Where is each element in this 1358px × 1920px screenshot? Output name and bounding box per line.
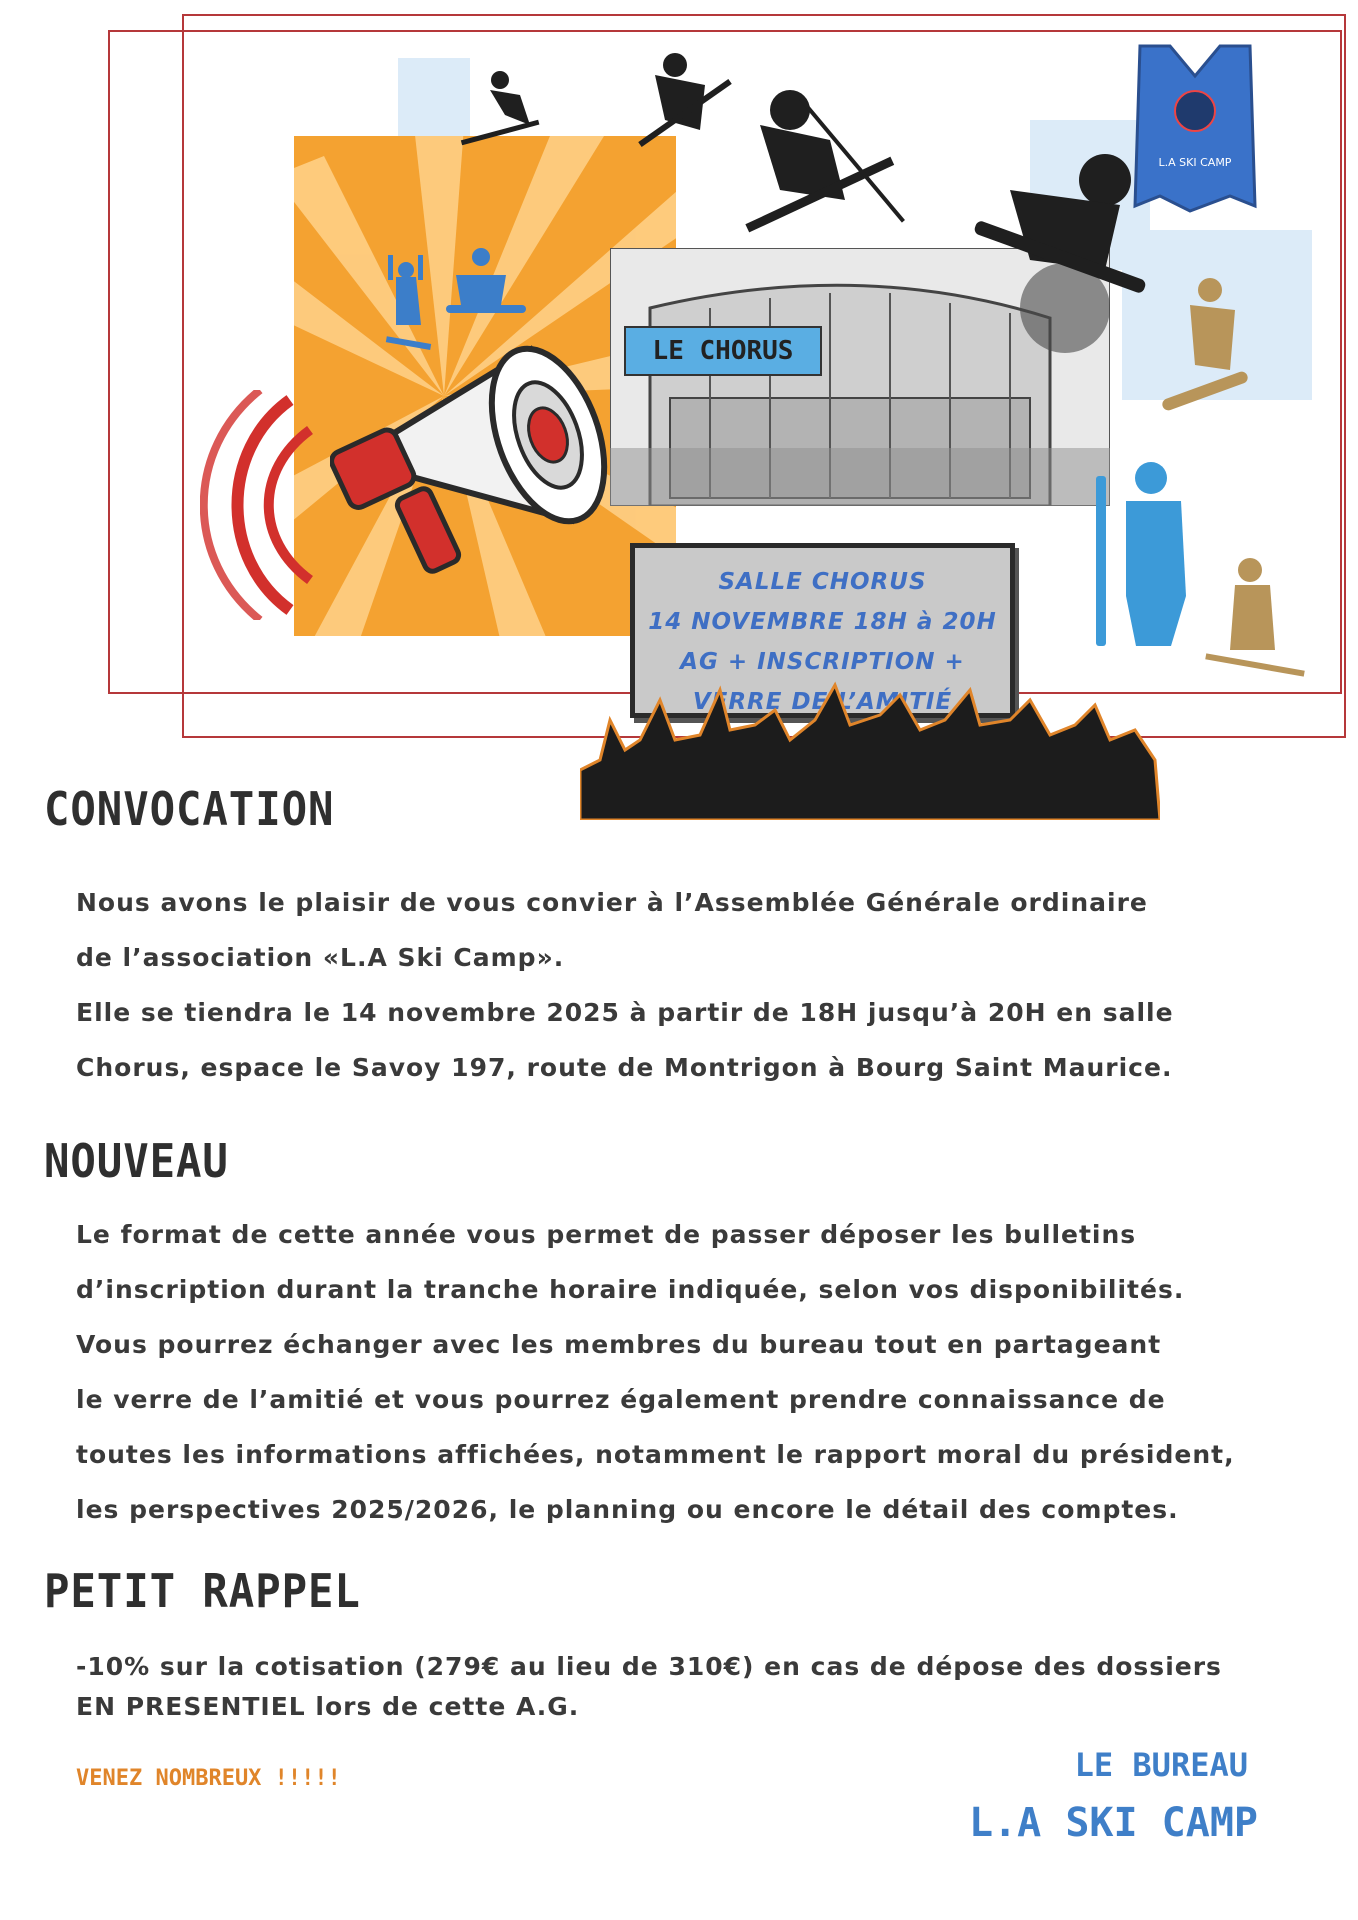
snowboarder-silhouettes-icon (376, 245, 536, 365)
nouveau-title: NOUVEAU (44, 1134, 229, 1188)
paragraph-line: Nous avons le plaisir de vous convier à l’Assemblée Générale ordinaire (76, 888, 1148, 917)
paragraph-line: EN PRESENTIEL lors de cette A.G. (76, 1692, 580, 1721)
signature-line1: LE BUREAU (1074, 1746, 1248, 1784)
convocation-title: CONVOCATION (44, 782, 335, 836)
paragraph-line: d’inscription durant la tranche horaire indiquée, selon vos disponibilités. (76, 1275, 1185, 1304)
paragraph-line: le verre de l’amitié et vous pourrez également prendre connaissance de (76, 1385, 1166, 1414)
convocation-text (76, 875, 1296, 1095)
sign-line: VERRE DE L’AMITIÉ (692, 689, 953, 715)
paragraph-line: -10% sur la cotisation (279€ au lieu de 310€) en cas de dépose des dossiers (76, 1652, 1222, 1681)
paragraph-line: Chorus, espace le Savoy 197, route de Montrigon à Bourg Saint Maurice. (76, 1053, 1173, 1082)
venez-nombreux: VENEZ NOMBREUX !!!!! (76, 1766, 341, 1791)
rappel-title: PETIT RAPPEL (44, 1564, 361, 1618)
sign-line: 14 NOVEMBRE 18H à 20H (648, 609, 997, 635)
bib-text: L.A SKI CAMP (1158, 156, 1232, 169)
sign-line: SALLE CHORUS (718, 569, 927, 595)
nouveau-text (76, 1207, 1296, 1537)
building-sign-text: LE CHORUS (652, 336, 794, 366)
paragraph-line: Elle se tiendra le 14 novembre 2025 à partir de 18H jusqu’à 20H en salle (76, 998, 1174, 1027)
crowd-silhouette (580, 680, 1160, 820)
sound-waves (200, 390, 320, 620)
paragraph-line: les perspectives 2025/2026, le planning ou encore le détail des comptes. (76, 1495, 1179, 1524)
blue-skier-icon (1086, 456, 1196, 656)
paragraph-line: Vous pourrez échanger avec les membres du bureau tout en partageant (76, 1330, 1162, 1359)
paragraph-line: Le format de cette année vous permet de passer déposer les bulletins (76, 1220, 1137, 1249)
sign-line: AG + INSCRIPTION + (680, 649, 965, 675)
ski-bib-icon (1130, 36, 1260, 216)
gold-skier-icon (1200, 550, 1310, 690)
skier-silhouettes-icon (450, 40, 1150, 300)
paragraph-line: de l’association «L.A Ski Camp». (76, 943, 565, 972)
gold-snowboarder-icon (1150, 270, 1260, 420)
signature-line2: L.A SKI CAMP (969, 1800, 1258, 1846)
rappel-text (76, 1647, 1296, 1727)
building-sign (624, 326, 822, 376)
paragraph-line: toutes les informations affichées, notamment le rapport moral du président, (76, 1440, 1235, 1469)
